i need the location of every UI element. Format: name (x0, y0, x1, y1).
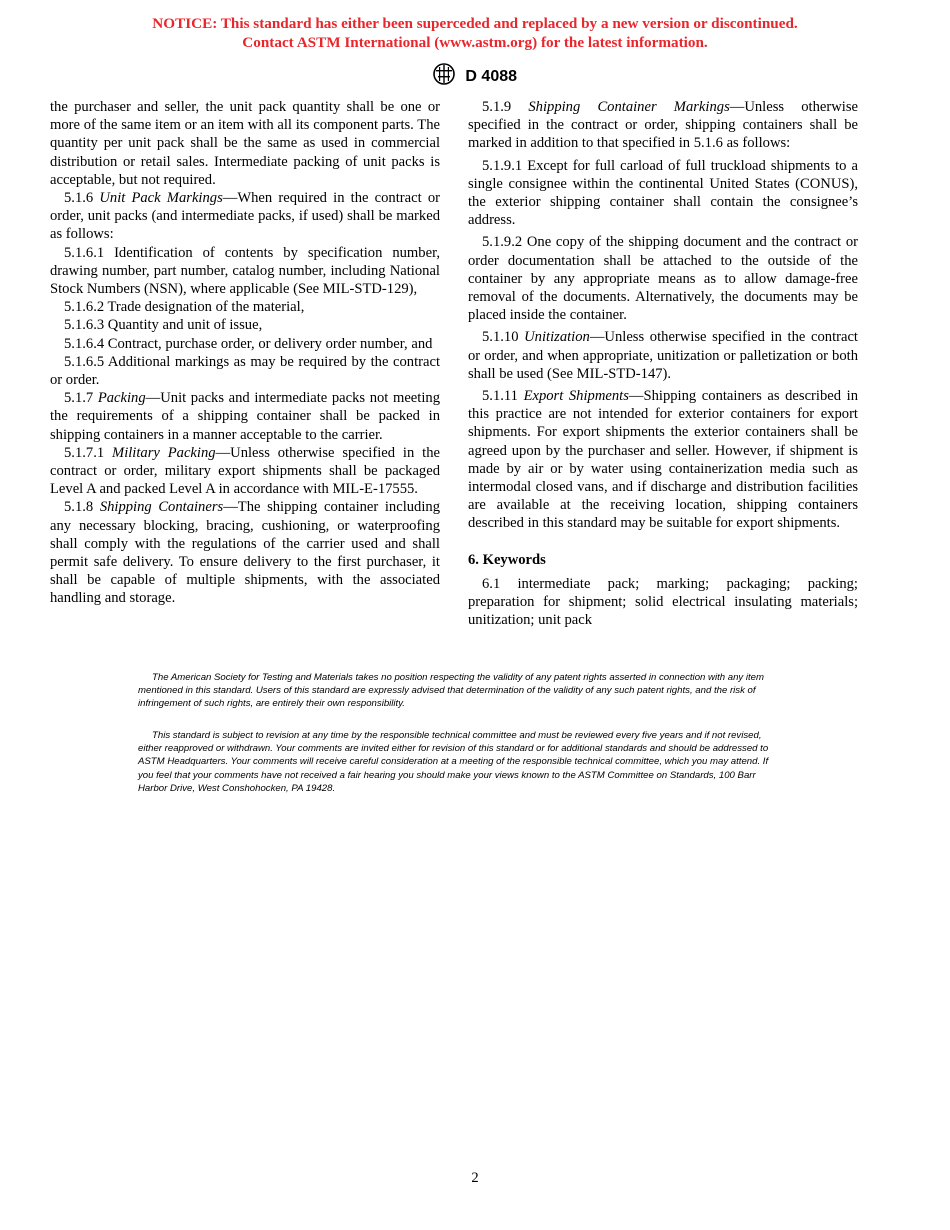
section-text: —Unless otherwise specified in the contract or order, and when appropriate, unitization or palletization or both shall be used (See MIL-STD-147). (468, 329, 858, 382)
left-column (50, 98, 440, 608)
section-5-1-7-1 (50, 444, 440, 499)
section-title: Packing (97, 390, 146, 407)
section-number: 5.1.8 (64, 499, 94, 516)
section-5-1-6-4: 5.1.6.4 Contract, purchase order, or delivery order number, and (64, 335, 433, 352)
section-5-1-6-3: 5.1.6.3 Quantity and unit of issue, (64, 317, 263, 334)
keywords-text: 6.1 intermediate pack; marking; packaging; packing; preparation for shipment; solid electrical insulating materials; unitization; unit pack (468, 575, 858, 629)
section-title: Export Shipments (523, 388, 629, 405)
section-title: Shipping Container Markings (528, 99, 730, 115)
section-text: —When required in the contract or order, unit packs (and intermediate packs, if used) shall be marked as follows: (50, 190, 440, 243)
designation: D 4088 (465, 68, 518, 85)
section-number: 5.1.7 (64, 390, 94, 407)
paragraph-continued: the purchaser and seller, the unit pack quantity shall be one or more of the same item or an item with all its component parts. The quantity per unit pack shall be the same as used in commercial distribution or retail sales. Intermediate packing of unit packs is acceptable, but not required. (50, 99, 440, 188)
section-text: —Unless otherwise specified in the contract or order, shipping containers shall be marked in addition to that specified in 5.1.6 as follows: (468, 99, 858, 152)
section-5-1-9-2: 5.1.9.2 One copy of the shipping document and the contract or order documentation shall be attached to the outside of the container by any appropriate means as to allow damage-free removal of the documents. Alternatively, the documents may be placed inside the container. (468, 234, 858, 324)
notice-line-1: NOTICE: This standard has either been superceded and replaced by a new version or discontinued. (152, 15, 798, 32)
section-text: —Unless otherwise specified in the contract or order, military export shipments shall be packaged Level A and packed Level A in accordance with MIL-E-17555. (50, 444, 440, 498)
section-5-1-6-5: 5.1.6.5 Additional markings as may be required by the contract or order. (50, 353, 440, 389)
patent-disclaimer (138, 671, 772, 711)
section-title: Unitization (524, 329, 590, 346)
disclaimer-paragraph: The American Society for Testing and Materials takes no position respecting the validity of any patent rights asserted in connection with any item mentioned in this standard. Users of this standard are expressly advised that determination of the validity of any such patent rights, and the risk of infringement of such rights, are entirely their own responsibility. (138, 672, 765, 710)
section-5-1-9 (468, 98, 858, 153)
section-title: Unit Pack Markings (99, 190, 223, 207)
section-number: 5.1.6 (64, 190, 94, 207)
discontinued-notice (0, 14, 950, 52)
section-text: —Unit packs and intermediate packs not meeting the requirements of a shipping container shall be packed in shipping containers in a manner acceptable to the carrier. (50, 390, 440, 443)
section-text: —Shipping containers as described in this practice are not intended for exterior containers for export shipments. For export shipments the exterior containers shall be agreed upon by the purchaser and seller. However, if shipment is made by air or by water using containerization media such as intermodal closed vans, and if discharge and distribution facilities are available at the receiving location, shipping containers described in this standard may be suitable for export shipments. (468, 388, 858, 532)
section-number: 5.1.11 (482, 388, 518, 405)
document-header (0, 62, 950, 88)
keywords-heading: 6. Keywords (468, 551, 546, 568)
section-5-1-8 (50, 498, 440, 607)
section-text: —The shipping container including any necessary blocking, bracing, cushioning, or waterproofing shall comply with the regulations of the carrier used and shall permit safe delivery. To ensure delivery to the first purchaser, it shall be capable of multiple shipments, with the associated handling and storage. (50, 499, 441, 607)
page-number: 2 (471, 1170, 479, 1186)
astm-logo-icon (433, 62, 455, 86)
section-5-1-6-1: 5.1.6.1 Identification of contents by specification number, drawing number, part number, catalog number, including National Stock Numbers (NSN), where applicable (See MIL-STD-129), (50, 244, 440, 298)
section-5-1-6 (50, 189, 440, 244)
section-5-1-11 (468, 387, 858, 533)
section-5-1-9-1: 5.1.9.1 Except for full carload of full truckload shipments to a single consignee within the continental United States (CONUS), the exterior shipping container shall contain the consignee’s address. (468, 157, 858, 229)
section-number: 5.1.10 (482, 329, 519, 346)
section-title: Military Packing (112, 444, 216, 461)
section-title: Shipping Containers (99, 499, 224, 516)
disclaimer-paragraph: This standard is subject to revision at any time by the responsible technical committee and must be reviewed every five years and if not revised, either reapproved or withdrawn. Your comments are invited either for revision of this standard or for additional standards and should be addressed to ASTM Headquarters. Your comments will receive careful consideration at a meeting of the responsible technical committee, which you may attend. If you feel that your comments have not received a fair hearing you should make your views known to the ASTM Committee on Standards, 100 Barr Harbor Drive, West Conshohocken, PA 19428. (138, 730, 769, 794)
section-5-1-6-2: 5.1.6.2 Trade designation of the material, (64, 299, 305, 316)
section-number: 5.1.9 (482, 99, 512, 115)
notice-line-2: Contact ASTM International (www.astm.org) for the latest information. (242, 34, 708, 51)
section-number: 5.1.7.1 (64, 444, 105, 461)
right-column (468, 98, 858, 629)
section-5-1-10 (468, 328, 858, 383)
revision-disclaimer (138, 729, 772, 795)
section-5-1-7 (50, 389, 440, 444)
